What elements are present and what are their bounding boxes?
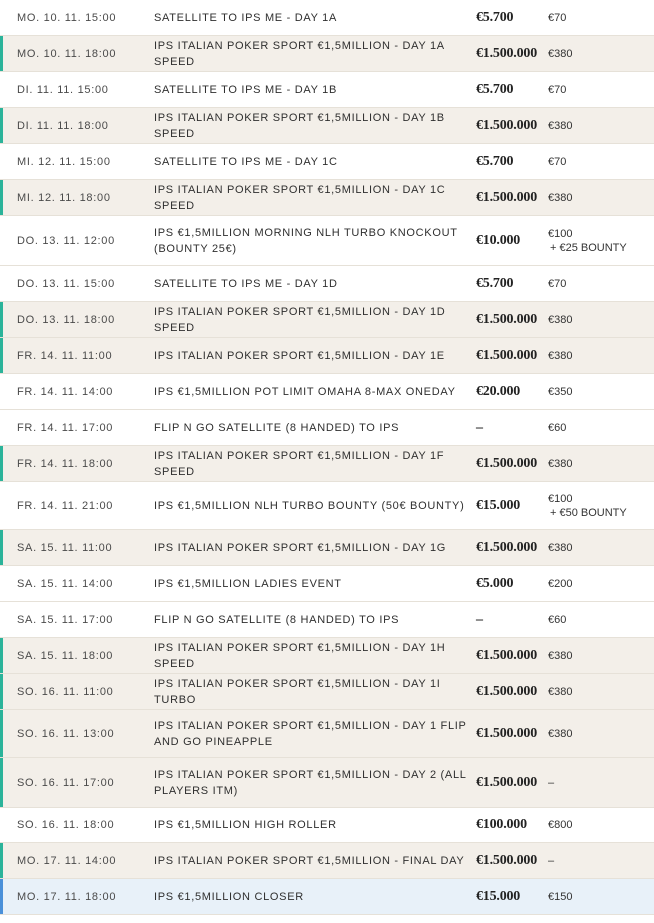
row-date: SA. 15. 11. 17:00: [17, 613, 114, 626]
buyin-amount: €380: [548, 727, 573, 740]
row-event: IPS €1,5MILLION CLOSER: [154, 890, 304, 903]
table-row[interactable]: [0, 302, 654, 338]
row-guarantee: €100.000: [476, 817, 527, 832]
row-buyin: [548, 385, 654, 399]
table-row[interactable]: [0, 758, 654, 808]
row-guarantee: €1.500.000: [476, 725, 538, 741]
table-row[interactable]: [0, 36, 654, 72]
row-guarantee: €15.000: [476, 888, 521, 904]
row-buyin: [548, 47, 654, 61]
table-row[interactable]: [0, 374, 654, 410]
table-row[interactable]: [0, 410, 654, 446]
row-guarantee: €1.500.000: [476, 647, 538, 663]
row-event: SATELLITE TO IPS ME - DAY 1B: [154, 83, 338, 96]
table-row[interactable]: [0, 638, 654, 674]
row-event: IPS ITALIAN POKER SPORT €1,5MILLION - DAY 2 (ALL PLAYERS ITM): [154, 768, 467, 797]
buyin-amount: €70: [548, 155, 567, 168]
row-date: FR. 14. 11. 21:00: [17, 499, 114, 512]
table-row[interactable]: [0, 808, 654, 843]
row-buyin: [548, 541, 654, 555]
buyin-amount: €380: [548, 47, 573, 60]
row-date: SO. 16. 11. 13:00: [17, 727, 115, 740]
row-guarantee: €15.000: [476, 497, 521, 513]
row-buyin: [548, 11, 654, 25]
buyin-amount: €60: [548, 421, 567, 434]
row-date: DI. 11. 11. 18:00: [17, 119, 109, 132]
row-guarantee: €5.700: [476, 9, 514, 25]
row-guarantee: €1.500.000: [476, 852, 538, 868]
row-event: IPS €1,5MILLION NLH TURBO BOUNTY (50€ BOUNTY): [154, 499, 465, 512]
row-date: SO. 16. 11. 17:00: [17, 776, 115, 789]
table-row[interactable]: [0, 602, 654, 638]
table-row[interactable]: [0, 72, 654, 108]
table-row[interactable]: [0, 338, 654, 374]
buyin-amount: €100: [548, 227, 573, 240]
row-date: MI. 12. 11. 15:00: [17, 155, 111, 168]
row-event: IPS ITALIAN POKER SPORT €1,5MILLION - DAY 1I TURBO: [154, 677, 441, 706]
row-guarantee: €1.500.000: [476, 347, 538, 363]
row-guarantee: €5.700: [476, 153, 514, 169]
row-guarantee: €1.500.000: [476, 311, 538, 327]
row-guarantee: €1.500.000: [476, 189, 538, 205]
row-buyin: [548, 818, 654, 832]
table-row[interactable]: [0, 216, 654, 266]
table-row[interactable]: [0, 144, 654, 180]
row-buyin: [548, 577, 654, 591]
buyin-amount: €380: [548, 457, 573, 470]
buyin-bounty: + €50 BOUNTY: [550, 506, 627, 519]
row-buyin: [548, 727, 654, 741]
row-guarantee: €1.500.000: [476, 455, 538, 471]
row-event: IPS ITALIAN POKER SPORT €1,5MILLION - DAY 1F SPEED: [154, 449, 445, 478]
row-buyin: [548, 83, 654, 97]
row-event: SATELLITE TO IPS ME - DAY 1A: [154, 11, 338, 24]
row-date: SA. 15. 11. 18:00: [17, 649, 114, 662]
row-buyin: [548, 613, 654, 627]
row-buyin: [548, 421, 654, 435]
buyin-amount: –: [548, 854, 555, 867]
buyin-amount: €380: [548, 191, 573, 204]
row-guarantee: €5.700: [476, 81, 514, 97]
row-date: SA. 15. 11. 14:00: [17, 577, 114, 590]
row-date: SO. 16. 11. 18:00: [17, 819, 115, 831]
row-date: DO. 13. 11. 12:00: [17, 234, 115, 247]
buyin-amount: €800: [548, 819, 573, 831]
buyin-amount: €350: [548, 385, 573, 398]
table-row[interactable]: [0, 0, 654, 36]
table-row[interactable]: [0, 674, 654, 710]
row-buyin: [548, 854, 654, 868]
row-event: IPS €1,5MILLION MORNING NLH TURBO KNOCKOUT (BOUNTY 25€): [154, 226, 458, 255]
row-event: IPS ITALIAN POKER SPORT €1,5MILLION - DAY 1E: [154, 349, 445, 362]
row-buyin: [548, 227, 654, 255]
table-row[interactable]: [0, 530, 654, 566]
row-guarantee: €1.500.000: [476, 774, 538, 790]
row-guarantee: €1.500.000: [476, 539, 538, 555]
buyin-amount: €70: [548, 277, 567, 290]
row-guarantee: €1.500.000: [476, 683, 538, 699]
row-event: IPS ITALIAN POKER SPORT €1,5MILLION - DAY 1 FLIP AND GO PINEAPPLE: [154, 719, 467, 748]
row-event: IPS ITALIAN POKER SPORT €1,5MILLION - DAY 1C SPEED: [154, 183, 446, 212]
row-date: FR. 14. 11. 14:00: [17, 385, 114, 398]
buyin-amount: €60: [548, 613, 567, 626]
row-date: DO. 13. 11. 18:00: [17, 313, 115, 326]
table-row[interactable]: [0, 710, 654, 758]
row-event: FLIP N GO SATELLITE (8 HANDED) TO IPS: [154, 613, 400, 626]
buyin-amount: –: [548, 776, 555, 789]
row-date: SA. 15. 11. 11:00: [17, 541, 113, 554]
row-event: IPS ITALIAN POKER SPORT €1,5MILLION - FINAL DAY: [154, 854, 465, 867]
row-buyin: [548, 277, 654, 291]
buyin-amount: €200: [548, 577, 573, 590]
table-row[interactable]: [0, 482, 654, 530]
buyin-amount: €100: [548, 492, 573, 505]
row-guarantee: €1.500.000: [476, 117, 538, 133]
row-guarantee: €10.000: [476, 232, 521, 248]
row-date: FR. 14. 11. 17:00: [17, 421, 114, 434]
row-date: MO. 17. 11. 18:00: [17, 890, 117, 903]
row-buyin: [548, 191, 654, 205]
buyin-amount: €380: [548, 685, 573, 698]
row-date: FR. 14. 11. 11:00: [17, 349, 113, 362]
row-event: IPS ITALIAN POKER SPORT €1,5MILLION - DAY 1B SPEED: [154, 111, 445, 140]
buyin-amount: €70: [548, 83, 567, 96]
row-buyin: [548, 649, 654, 663]
table-row[interactable]: [0, 180, 654, 216]
row-date: DO. 13. 11. 15:00: [17, 277, 115, 290]
row-guarantee: –: [476, 419, 483, 435]
buyin-bounty: + €25 BOUNTY: [550, 241, 627, 254]
buyin-amount: €380: [548, 649, 573, 662]
row-event: IPS ITALIAN POKER SPORT €1,5MILLION - DAY 1H SPEED: [154, 641, 446, 670]
row-event: IPS €1,5MILLION LADIES EVENT: [154, 577, 342, 590]
buyin-amount: €380: [548, 541, 573, 554]
buyin-amount: €380: [548, 349, 573, 362]
table-row[interactable]: [0, 566, 654, 602]
row-event: IPS €1,5MILLION POT LIMIT OMAHA 8-MAX ONEDAY: [154, 385, 456, 398]
row-event: SATELLITE TO IPS ME - DAY 1C: [154, 155, 338, 168]
row-buyin: [548, 457, 654, 471]
buyin-amount: €150: [548, 890, 573, 903]
table-row[interactable]: [0, 108, 654, 144]
buyin-amount: €380: [548, 313, 573, 326]
buyin-amount: €70: [548, 11, 567, 24]
row-event: IPS ITALIAN POKER SPORT €1,5MILLION - DAY 1G: [154, 541, 447, 554]
row-event: SATELLITE TO IPS ME - DAY 1D: [154, 277, 338, 290]
row-event: IPS ITALIAN POKER SPORT €1,5MILLION - DAY 1D SPEED: [154, 305, 446, 334]
row-event: IPS €1,5MILLION HIGH ROLLER: [154, 819, 337, 831]
row-buyin: [548, 776, 654, 790]
row-guarantee: €20.000: [476, 383, 521, 399]
row-date: FR. 14. 11. 18:00: [17, 457, 114, 470]
table-row[interactable]: [0, 843, 654, 879]
row-buyin: [548, 685, 654, 699]
table-row[interactable]: [0, 446, 654, 482]
row-buyin: [548, 890, 654, 904]
buyin-amount: €380: [548, 119, 573, 132]
row-event: IPS ITALIAN POKER SPORT €1,5MILLION - DAY 1A SPEED: [154, 39, 445, 68]
row-buyin: [548, 155, 654, 169]
row-buyin: [548, 492, 654, 520]
row-event: FLIP N GO SATELLITE (8 HANDED) TO IPS: [154, 421, 400, 434]
row-date: SO. 16. 11. 11:00: [17, 685, 114, 698]
table-row[interactable]: [0, 879, 654, 915]
row-buyin: [548, 313, 654, 327]
row-guarantee: €1.500.000: [476, 45, 538, 61]
row-date: MO. 17. 11. 14:00: [17, 854, 117, 867]
row-guarantee: €5.000: [476, 575, 514, 591]
row-date: DI. 11. 11. 15:00: [17, 83, 109, 96]
row-guarantee: –: [476, 611, 483, 627]
row-guarantee: €5.700: [476, 275, 514, 291]
row-buyin: [548, 349, 654, 363]
row-buyin: [548, 119, 654, 133]
table-row[interactable]: [0, 266, 654, 302]
row-date: MO. 10. 11. 15:00: [17, 11, 117, 24]
row-date: MO. 10. 11. 18:00: [17, 47, 117, 60]
row-date: MI. 12. 11. 18:00: [17, 191, 111, 204]
